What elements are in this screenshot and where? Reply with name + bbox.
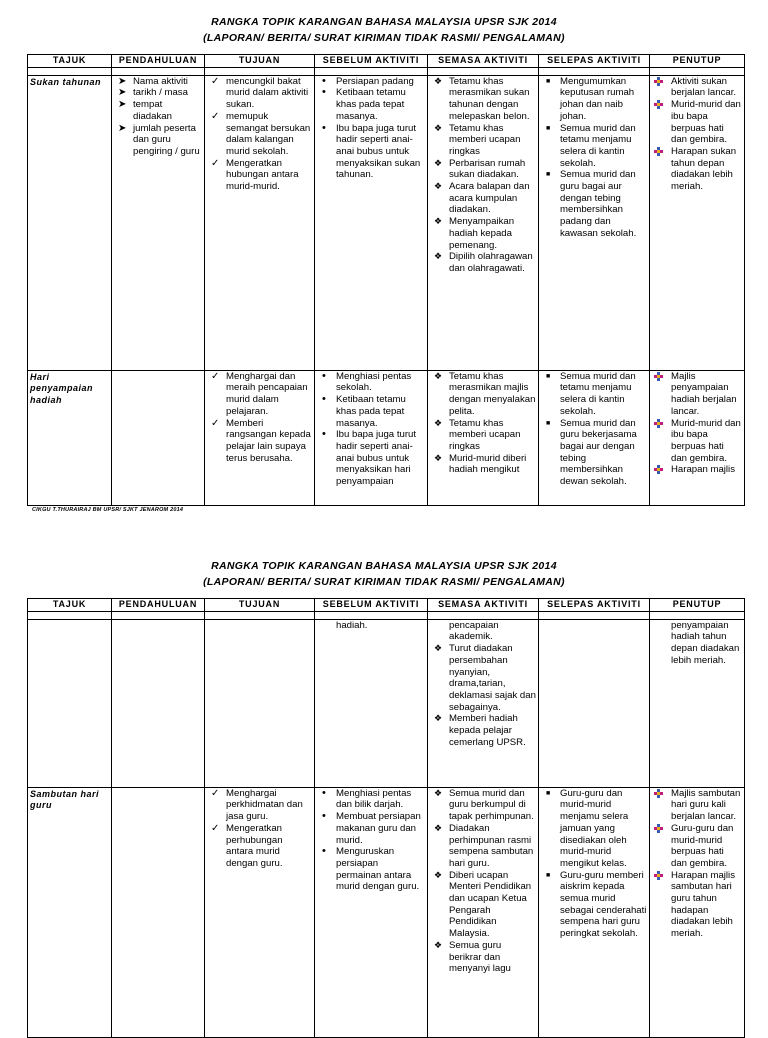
pendahuluan-cell (112, 75, 205, 370)
list-item-text: Menghiasi pentas sekolah. (336, 370, 412, 394)
list-item (430, 418, 536, 453)
semasa-list (430, 643, 536, 748)
list-item-text: Ibu bapa juga turut hadir seperti anai-anai bubus untuk menyaksikan hari penyampaian (336, 429, 417, 488)
diamond-bullet-icon: ❖ (434, 370, 443, 381)
list-item (652, 418, 742, 465)
list-item (541, 418, 647, 488)
list-item (652, 76, 742, 99)
round-bullet-icon: • (322, 74, 326, 87)
diamond-bullet-icon: ❖ (434, 643, 443, 654)
round-bullet-icon: • (322, 810, 326, 823)
round-bullet-icon: • (322, 787, 326, 799)
table-row (28, 75, 745, 370)
header-tujuan: TUJUAN (205, 55, 315, 68)
sebelum-list (317, 76, 425, 181)
header-tujuan: TUJUAN (205, 599, 315, 612)
list-item-text: Tetamu khas memberi ucapan ringkas (449, 122, 521, 157)
sebelum-cell (315, 787, 428, 1037)
tujuan-list (207, 371, 312, 465)
list-item (114, 87, 202, 99)
page1-title-line1: RANGKA TOPIK KARANGAN BAHASA MALAYSIA UPSR SJK 2014 (211, 16, 557, 28)
selepas-cell (539, 619, 650, 787)
header-penutup: PENUTUP (650, 599, 745, 612)
check-bullet-icon: ✓ (211, 417, 220, 429)
penutup-cell (650, 619, 745, 787)
semasa-cell (428, 75, 539, 370)
list-item-text: mencungkil bakat murid dalam aktiviti sukan. (226, 75, 309, 111)
selepas-list (541, 788, 647, 940)
pendahuluan-cell (112, 787, 205, 1037)
plus-bullet-icon (654, 419, 663, 428)
spacer-row (28, 67, 745, 75)
list-item (541, 788, 647, 870)
list-item (207, 788, 312, 823)
square-bullet-icon: ■ (546, 124, 551, 132)
tujuan-list (207, 788, 312, 870)
penutup-cell (650, 787, 745, 1037)
square-bullet-icon: ■ (546, 372, 551, 380)
penutup-list (652, 788, 742, 940)
list-item (652, 464, 742, 476)
check-bullet-icon: ✓ (211, 370, 220, 382)
pendahuluan-cell (112, 619, 205, 787)
list-item-text: Semua murid dan tetamu menjamu selera di kantin sekolah. (560, 370, 636, 417)
tujuan-cell (205, 787, 315, 1037)
list-item (541, 371, 647, 418)
list-item (652, 146, 742, 193)
check-bullet-icon: ✓ (211, 110, 220, 122)
penutup-cell (650, 75, 745, 370)
diamond-bullet-icon: ❖ (434, 787, 443, 798)
tujuan-cell (205, 370, 315, 505)
diamond-bullet-icon: ❖ (434, 939, 443, 950)
semasa-cell (428, 787, 539, 1037)
list-item (114, 123, 202, 158)
spacer-row (28, 611, 745, 619)
list-item-text: Harapan majlis sambutan hari guru tahun hadapan diadakan lebih meriah. (671, 869, 735, 940)
list-item-text: tarikh / masa (133, 87, 188, 99)
semasa-list (430, 371, 536, 476)
cell-clip (317, 371, 425, 488)
list-item-text: Acara balapan dan acara kumpulan diadakan. (449, 181, 530, 216)
plus-bullet-icon (654, 824, 663, 833)
list-item (207, 371, 312, 418)
list-item-text: Persiapan padang (336, 75, 414, 87)
list-item-text: Semua murid dan tetamu menjamu selera di kantin sekolah. (560, 122, 636, 169)
sebelum-list (317, 371, 425, 488)
list-item-text: Murid-murid dan ibu bapa berpuas hati dan gembira. (671, 99, 741, 146)
list-item (652, 870, 742, 940)
arrow-bullet-icon: ➤ (118, 87, 127, 99)
diamond-bullet-icon: ❖ (434, 822, 443, 833)
cell-clip (430, 371, 536, 476)
semasa-list (430, 76, 536, 275)
list-item (317, 429, 425, 488)
header-row (28, 599, 745, 612)
list-item (541, 123, 647, 170)
list-item (317, 371, 425, 394)
list-item-text: Perbarisan rumah sukan diadakan. (449, 157, 526, 181)
list-item-text: Aktiviti sukan berjalan lancar. (671, 75, 737, 99)
selepas-cell (539, 787, 650, 1037)
list-item-text: Membuat persiapan makanan guru dan murid. (336, 811, 421, 846)
cell-clip (207, 371, 312, 465)
diamond-bullet-icon: ❖ (434, 157, 443, 168)
diamond-bullet-icon: ❖ (434, 251, 443, 262)
plus-bullet-icon (654, 372, 663, 381)
list-item-text: Guru-guru dan murid-murid berpuas hati dan gembira. (671, 822, 734, 869)
list-item-text: Menyampaikan hadiah kepada pemenang. (449, 216, 515, 251)
list-item (430, 870, 536, 940)
sebelum-cell (315, 370, 428, 505)
list-item (430, 643, 536, 713)
list-item-text: tempat diadakan (133, 99, 172, 122)
cell-clip (652, 788, 742, 940)
header-semasa-aktiviti: SEMASA AKTIVITI (428, 599, 539, 612)
list-item-text: Harapan sukan tahun depan diadakan lebih meriah. (671, 145, 737, 193)
cell-clip (541, 788, 647, 940)
list-item (207, 823, 312, 870)
list-item (317, 846, 425, 893)
list-item (541, 870, 647, 940)
topic-cell (28, 619, 112, 787)
round-bullet-icon: • (322, 845, 326, 858)
diamond-bullet-icon: ❖ (434, 452, 443, 463)
list-item (430, 76, 536, 123)
list-item (541, 169, 647, 239)
header-tajuk: TAJUK (28, 55, 112, 68)
table-row (28, 619, 745, 787)
list-item-text: Ketibaan tetamu khas pada tepat masanya. (336, 87, 406, 122)
list-item (430, 788, 536, 823)
round-bullet-icon: • (322, 370, 326, 382)
round-bullet-icon: • (322, 428, 326, 441)
arrow-bullet-icon: ➤ (118, 75, 127, 87)
list-item (317, 76, 425, 88)
tujuan-cell (205, 75, 315, 370)
list-item-text: Semua guru berikrar dan menyanyi lagu (449, 939, 511, 975)
semasa-cell (428, 370, 539, 505)
list-item (317, 87, 425, 122)
check-bullet-icon: ✓ (211, 822, 220, 834)
check-bullet-icon: ✓ (211, 787, 220, 799)
topic-cell: Hari penyampaian hadiah (28, 370, 112, 505)
list-item (317, 788, 425, 811)
list-item (541, 76, 647, 123)
topic-cell: Sambutan hari guru (28, 787, 112, 1037)
tujuan-cell (205, 619, 315, 787)
penutup-cell (650, 370, 745, 505)
list-item-text: Diberi ucapan Menteri Pendidikan dan ucapan Ketua Pengarah Pendidikan Malaysia. (449, 869, 532, 940)
selepas-cell (539, 75, 650, 370)
round-bullet-icon: • (322, 86, 326, 99)
diamond-bullet-icon: ❖ (434, 181, 443, 192)
list-item-text: Guru-guru memberi aiskrim kepada semua murid sebagai cenderahati sempena hari guru peringkat sekolah. (560, 869, 647, 940)
round-bullet-icon: • (322, 121, 326, 134)
list-item-text: Menghargai perkhidmatan dan jasa guru. (226, 787, 303, 823)
list-item-text: Murid-murid dan ibu bapa berpuas hati dan gembira. (671, 417, 741, 464)
square-bullet-icon: ■ (546, 419, 551, 427)
header-sebelum-aktiviti: SEBELUM AKTIVITI (315, 55, 428, 68)
list-item (430, 123, 536, 158)
selepas-list (541, 371, 647, 488)
list-item (114, 76, 202, 88)
list-item (430, 713, 536, 748)
list-item-text: Memberi rangsangan kepada pelajar lain supaya terus berusaha. (226, 417, 311, 464)
cell-clip (541, 371, 647, 488)
list-item (207, 418, 312, 465)
list-item (317, 394, 425, 429)
list-item-text: Semua murid dan guru berkumpul di tapak perhimpunan. (449, 787, 534, 823)
pendahuluan-list (114, 76, 202, 158)
list-item (430, 940, 536, 975)
penutup-list (652, 76, 742, 193)
list-item (207, 111, 312, 158)
plus-bullet-icon (654, 789, 663, 798)
list-item-text: Tetamu khas merasmikan sukan tahunan dengan melepaskan belon. (449, 75, 530, 122)
list-item-text: Guru-guru dan murid-murid menjamu selera jamuan yang disediakan oleh murid-murid mengikut kelas. (560, 787, 629, 869)
plus-bullet-icon (654, 77, 663, 86)
square-bullet-icon: ■ (546, 871, 551, 879)
list-item-text: Menghiasi pentas dan bilik darjah. (336, 787, 412, 811)
list-item (317, 123, 425, 182)
page1-footer-note: CIKGU T.THURAIRAJ BM UPSR/ SJKT JENAROM 2014 (32, 507, 184, 513)
list-item (430, 158, 536, 181)
cell-clip (430, 788, 536, 975)
list-item-text: Tetamu khas merasmikan majlis dengan menyalakan pelita. (449, 370, 536, 417)
diamond-bullet-icon: ❖ (434, 713, 443, 724)
diamond-bullet-icon: ❖ (434, 122, 443, 133)
list-item-text: jumlah peserta dan guru pengiring / guru (133, 122, 200, 157)
list-item-text: Diadakan perhimpunan rasmi sempena sambutan hari guru. (449, 822, 534, 869)
table-row (28, 787, 745, 1037)
list-item (430, 371, 536, 418)
table-row (28, 370, 745, 505)
plus-bullet-icon (654, 147, 663, 156)
list-item-text: Harapan majlis (671, 464, 735, 476)
header-pendahuluan: PENDAHULUAN (112, 599, 205, 612)
pendahuluan-cell (112, 370, 205, 505)
list-item (114, 99, 202, 122)
diamond-bullet-icon: ❖ (434, 417, 443, 428)
cell-clip (207, 788, 312, 870)
list-item-text: Semua murid dan guru bekerjasama bagai aur dengan tebing membersihkan dewan sekolah. (560, 417, 637, 488)
list-item (652, 788, 742, 823)
cell-clip (652, 371, 742, 476)
list-item (430, 251, 536, 274)
sebelum-list (317, 788, 425, 893)
list-item-text: Tetamu khas memberi ucapan ringkas (449, 417, 521, 452)
selepas-cell (539, 370, 650, 505)
header-pendahuluan: PENDAHULUAN (112, 55, 205, 68)
header-selepas-aktiviti: SELEPAS AKTIVITI (539, 599, 650, 612)
list-item-text: Memberi hadiah kepada pelajar cemerlang UPSR. (449, 713, 526, 748)
list-item-text: memupuk semangat bersukan dalam kalangan murid sekolah. (226, 110, 311, 157)
header-semasa-aktiviti: SEMASA AKTIVITI (428, 55, 539, 68)
list-item (207, 158, 312, 193)
plus-bullet-icon (654, 100, 663, 109)
penutup-list (652, 371, 742, 476)
page2-title-line1: RANGKA TOPIK KARANGAN BAHASA MALAYSIA UPSR SJK 2014 (211, 560, 557, 572)
outline-table-page2 (27, 598, 745, 1038)
list-item (317, 811, 425, 846)
list-item-text: Majlis penyampaian hadiah berjalan lancar. (671, 370, 737, 417)
check-bullet-icon: ✓ (211, 157, 220, 169)
outline-table-page1 (27, 54, 745, 506)
sebelum-cell (315, 619, 428, 787)
list-item-text: Mengeratkan perhubungan antara murid dengan guru. (226, 822, 283, 869)
selepas-list (541, 76, 647, 240)
list-item-text: Semua murid dan guru bagai aur dengan tebing membersihkan padang dan kawasan sekolah. (560, 169, 637, 239)
page1-title-line2: (LAPORAN/ BERITA/ SURAT KIRIMAN TIDAK RASMI/ PENGALAMAN) (203, 32, 565, 44)
plus-bullet-icon (654, 871, 663, 880)
plus-bullet-icon (654, 465, 663, 474)
list-item (652, 99, 742, 146)
page2-title-line2: (LAPORAN/ BERITA/ SURAT KIRIMAN TIDAK RASMI/ PENGALAMAN) (203, 576, 565, 588)
list-item-text: Dipilih olahragawan dan olahragawati. (449, 251, 533, 274)
list-item (652, 823, 742, 870)
list-item-text: Ketibaan tetamu khas pada tepat masanya. (336, 394, 406, 429)
list-item-text: Mengumumkan keputusan rumah johan dan naib johan. (560, 75, 635, 122)
semasa-cell (428, 619, 539, 787)
diamond-bullet-icon: ❖ (434, 75, 443, 86)
list-item (430, 453, 536, 476)
arrow-bullet-icon: ➤ (118, 99, 127, 111)
square-bullet-icon: ■ (546, 77, 551, 85)
tujuan-list (207, 76, 312, 193)
list-item (430, 181, 536, 216)
header-sebelum-aktiviti: SEBELUM AKTIVITI (315, 599, 428, 612)
list-item (652, 371, 742, 418)
list-item-text: Turut diadakan persembahan nyanyian, drama,tarian, deklamasi sajak dan sebagainya. (449, 643, 536, 713)
header-penutup: PENUTUP (650, 55, 745, 68)
continued-text: hadiah. (336, 619, 368, 631)
square-bullet-icon: ■ (546, 789, 551, 797)
list-item-text: Ibu bapa juga turut hadir seperti anai-anai bubus untuk menyaksikan sukan tahunan. (336, 122, 421, 181)
sebelum-cell (315, 75, 428, 370)
semasa-list (430, 788, 536, 975)
list-item-text: Menghargai dan meraih pencapaian murid dalam pelajaran. (226, 370, 308, 417)
list-item (207, 76, 312, 111)
arrow-bullet-icon: ➤ (118, 122, 127, 134)
list-item-text: Mengeratkan hubungan antara murid-murid. (226, 157, 299, 193)
list-item-text: Nama aktiviti (133, 75, 188, 87)
diamond-bullet-icon: ❖ (434, 869, 443, 880)
header-row (28, 55, 745, 68)
continued-text: penyampaian hadiah tahun depan diadakan lebih meriah. (671, 619, 740, 666)
header-selepas-aktiviti: SELEPAS AKTIVITI (539, 55, 650, 68)
round-bullet-icon: • (322, 393, 326, 406)
list-item-text: Menguruskan persiapan permainan antara murid dengan guru. (336, 846, 420, 893)
list-item-text: Majlis sambutan hari guru kali berjalan lancar. (671, 787, 741, 823)
check-bullet-icon: ✓ (211, 75, 220, 87)
continued-text: pencapaian akademik. (449, 619, 499, 643)
cell-clip (317, 788, 425, 893)
list-item-text: Murid-murid diberi hadiah mengikut (449, 452, 527, 476)
list-item (430, 216, 536, 251)
diamond-bullet-icon: ❖ (434, 216, 443, 227)
square-bullet-icon: ■ (546, 171, 551, 179)
list-item (430, 823, 536, 870)
topic-cell: Sukan tahunan (28, 75, 112, 370)
header-tajuk: TAJUK (28, 599, 112, 612)
